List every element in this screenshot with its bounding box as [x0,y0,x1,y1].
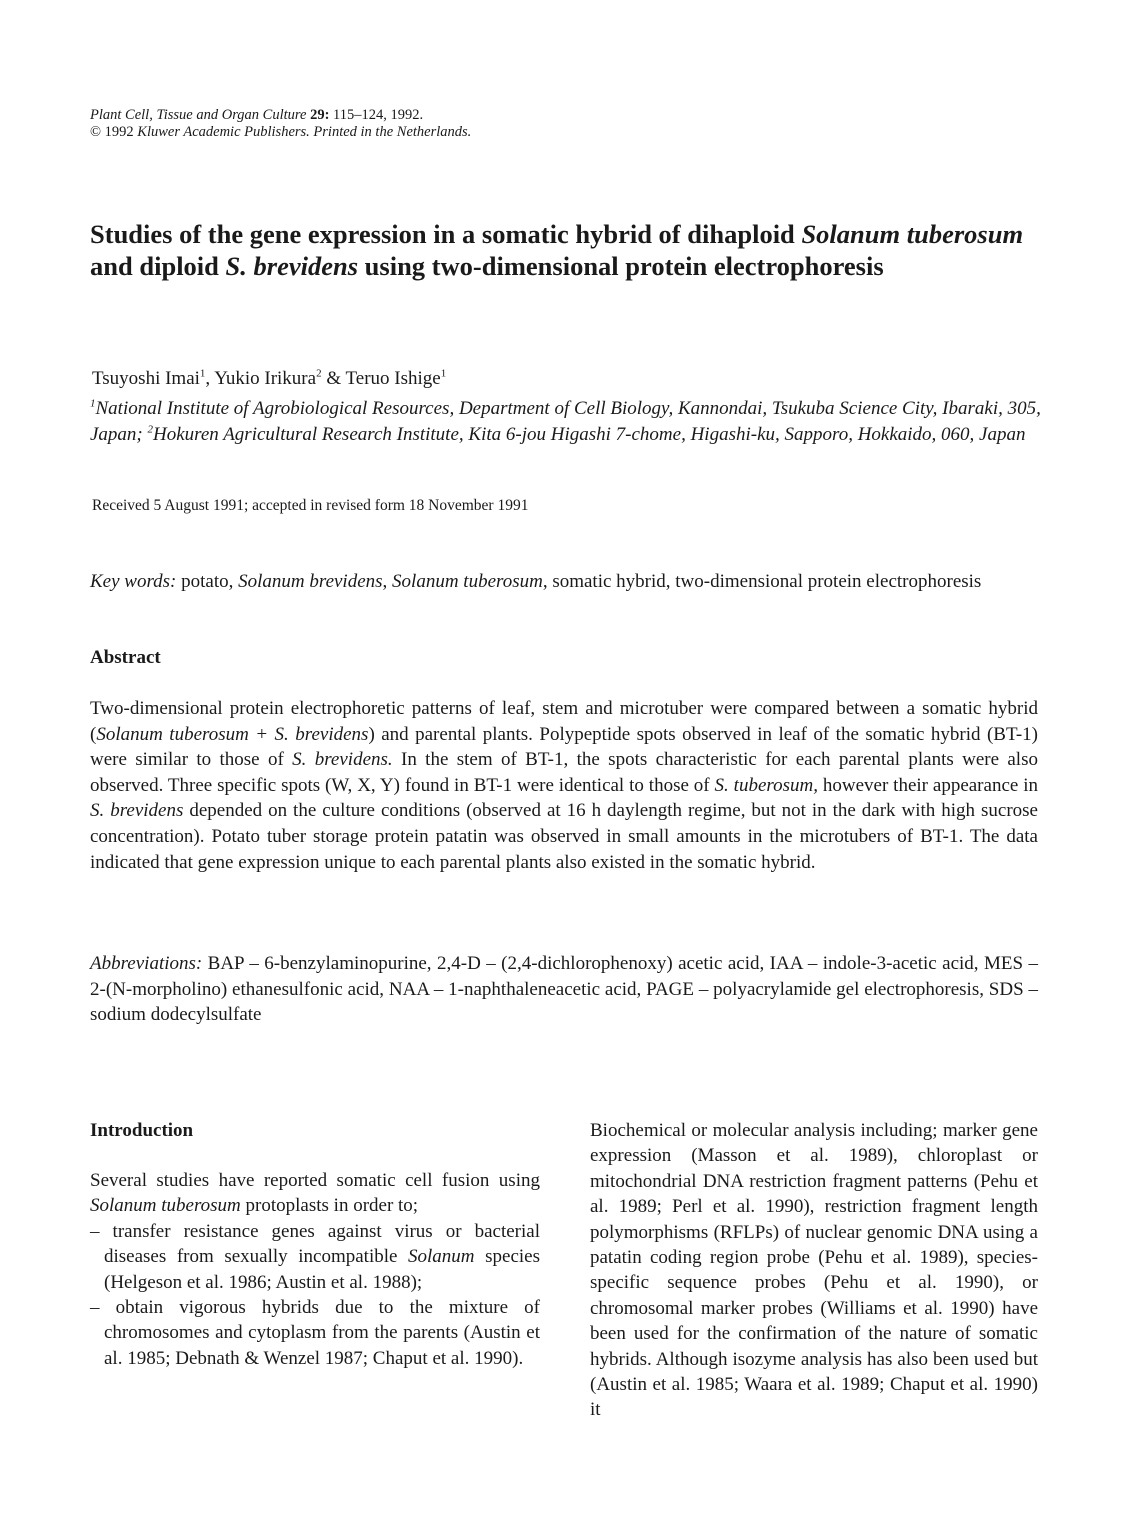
intro-paragraph: Biochemical or molecular analysis including; marker gene expression (Masson et al. 1989), chloroplast or mitochondrial DNA restriction fragment patterns (Pehu et al. 1989; Perl et al. 1990), restriction fragment length polymorphisms (RFLPs) of nuclear genomic DNA using a patatin coding region probe (Pehu et al. 1989), species-specific sequence probes (Pehu et al. 1990), or chromosomal marker probes (Williams et al. 1990) have been used for the confirmation of the nature of somatic hybrids. Although isozyme analysis has also been used but (Austin et al. 1985; Waara et al. 1989; Chaput et al. 1990) it [590,1120,1038,1421]
title-part: Studies of the gene expression in a somatic hybrid of dihaploid [90,219,802,249]
abstract-text: In the stem of BT-1, the spots characteristic for each parental plants were also observed. Three specific spots (W, X, Y) found in BT-1 were identical to those of [90,749,1038,796]
author-sep: & [321,368,346,389]
intro-right-column [590,1118,1038,1423]
title-species: Solanum tuberosum [801,219,1024,249]
keyword-text: , somatic hybrid, two-dimensional protein electrophoresis [542,571,982,592]
affil-text: National Institute of Agrobiological Resources, Department of Cell Biology, Kannondai, Tsukuba Science City, Ibaraki, 305, Japan; [90,398,1041,445]
author-name: Teruo Ishige [345,368,441,389]
author-affil-mark: 1 [440,367,447,380]
author-sep: , [205,368,215,389]
abstract-species: Solanum tuberosum + S. brevidens [96,723,369,745]
abbreviations [90,951,1038,1028]
paper-title [90,218,1040,282]
abbreviations-text: BAP – 6-benzylaminopurine, 2,4-D – (2,4-dichlorophenoxy) acetic acid, IAA – indole-3-acetic acid, MES – 2-(N-morpholino) ethanesulfonic acid, NAA – 1-naphthaleneacetic acid, PAGE – polyacrylamide gel electrophoresis, SDS – sodium dodecylsulfate [90,953,1038,1026]
title-species: S. brevidens [225,251,359,281]
author-name: Tsuyoshi Imai [92,368,200,389]
keywords-label: Key words: [90,571,177,592]
journal-citation [90,107,471,141]
abstract-text: ) and parental plants. Polypeptide spots observed in leaf of the somatic hybrid (BT-1) were similar to those of [90,723,1038,771]
intro-text: – transfer resistance genes against virus or bacterial diseases from sexually incompatible [90,1220,540,1268]
author-list [92,368,446,390]
abstract-text: depended on the culture conditions (observed at 16 h daylength regime, but not in the dark with high sucrose concentration). Potato tuber storage protein patatin was observed in small amounts in the microtubers of BT-1. The data indicated that gene expression unique to each parental plants also existed in the somatic hybrid. [90,800,1038,873]
intro-left-column [90,1168,540,1371]
author-affil-mark: 2 [316,367,322,380]
affiliations [90,396,1050,448]
copyright-line [90,124,471,141]
keyword-species: Solanum tuberosum [392,571,543,592]
keyword-text: potato, [176,571,239,592]
author-affil-mark: 1 [199,367,206,380]
abstract-body [90,696,1038,875]
affil-mark: 1 [90,397,96,410]
abstract-species: S. brevidens [90,800,184,822]
abstract-text: however their appearance in [817,774,1038,796]
intro-species: Solanum [408,1246,475,1268]
received-dates: Received 5 August 1991; accepted in revised form 18 November 1991 [92,497,529,514]
abstract-species: S. tuberosum, [714,774,818,796]
abstract-heading: Abstract [90,647,161,668]
keywords [90,569,1038,595]
intro-paragraph [90,1168,540,1219]
intro-text: protoplasts in order to; [240,1195,419,1217]
abstract-text: Two-dimensional protein electrophoretic patterns of leaf, stem and microtuber were compared between a somatic hybrid ( [90,698,1038,745]
copyright-icon: © [90,124,102,140]
intro-text: species (Helgeson et al. 1986; Austin et al. 1988); [104,1246,540,1293]
abstract-species: S. brevidens. [292,749,393,771]
journal-pages: 115–124, 1992. [333,107,424,123]
intro-species: Solanum tuberosum [90,1195,241,1217]
affil-text: Hokuren Agricultural Research Institute, Kita 6-jou Higashi 7-chome, Higashi-ku, Sapporo, Hokkaido, 060, Japan [153,424,1026,445]
keyword-text: , [382,571,393,592]
journal-name: Plant Cell, Tissue and Organ Culture [90,107,307,123]
author-name: Yukio Irikura [214,368,317,389]
journal-volume: 29: [310,107,330,123]
journal-line [90,107,471,124]
intro-text: Several studies have reported somatic cell fusion using [90,1170,540,1191]
title-part: using two-dimensional protein electrophoresis [358,251,884,281]
copyright-text: Kluwer Academic Publishers. Printed in the Netherlands. [137,124,472,140]
intro-bullet: – obtain vigorous hybrids due to the mixture of chromosomes and cytoplasm from the parents (Austin et al. 1985; Debnath & Wenzel 1987; Chaput et al. 1990). [90,1297,540,1369]
intro-bullet [90,1219,540,1295]
copyright-year: 1992 [104,124,134,140]
affil-mark: 2 [147,423,154,436]
title-part: and diploid [90,251,226,281]
introduction-heading: Introduction [90,1120,194,1141]
keyword-species: Solanum brevidens [238,571,383,592]
abbreviations-label: Abbreviations: [90,953,203,974]
